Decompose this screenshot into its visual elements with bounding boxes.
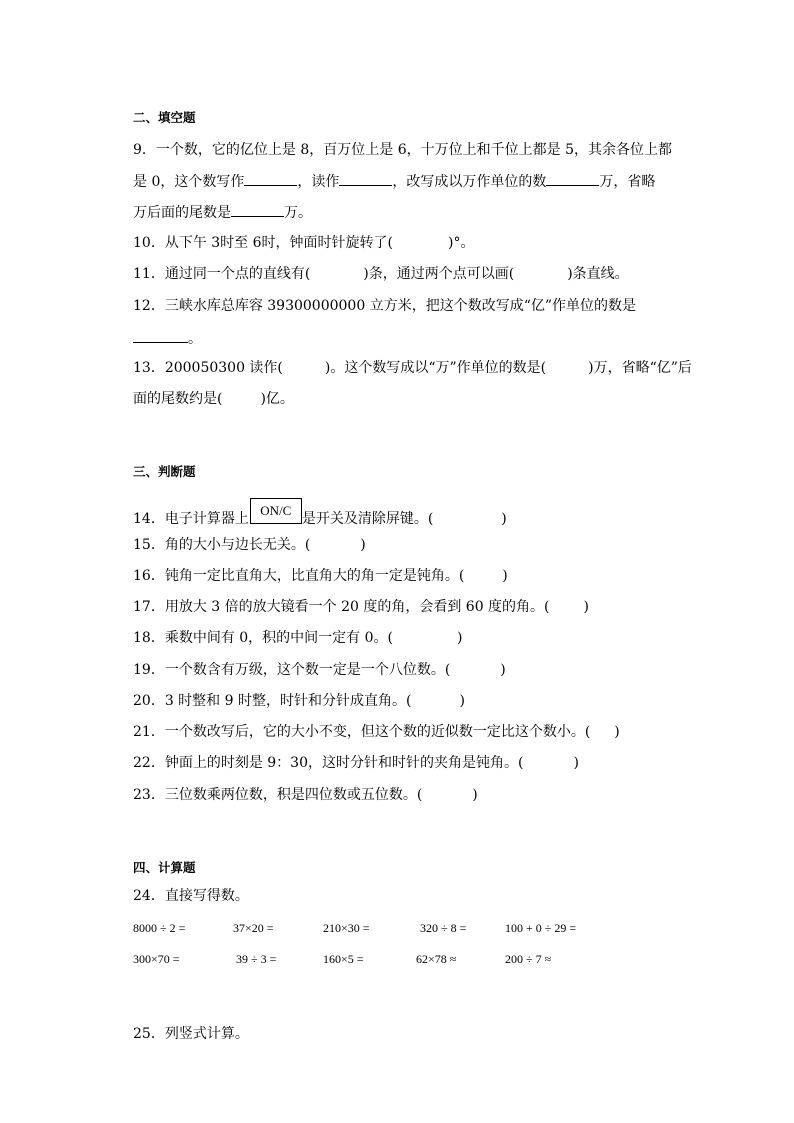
q14-text-end: ) — [501, 511, 507, 527]
q9-text-2d: 万，省略 — [599, 174, 656, 190]
q19-text-end: ) — [500, 662, 506, 678]
question-9-line-3 — [133, 202, 312, 223]
question-17 — [133, 597, 589, 617]
calc-item: 160×5 = — [323, 952, 364, 966]
question-14 — [133, 503, 507, 532]
q11-text: 11．通过同一个点的直线有( — [133, 266, 311, 282]
question-9-line-2 — [133, 171, 655, 192]
calc-item: 39 ÷ 3 = — [236, 952, 277, 966]
q20-text-end: ) — [459, 693, 465, 709]
question-12-line-2 — [133, 328, 202, 349]
section-title-true-false: 三、判断题 — [133, 464, 196, 479]
q17-text: 17．用放大 3 倍的放大镜看一个 20 度的角，会看到 60 度的角。( — [133, 599, 550, 615]
answer-blank[interactable] — [244, 171, 297, 186]
calc-item: 100 + 0 ÷ 29 = — [505, 921, 577, 935]
q22-text-end: ) — [573, 755, 579, 771]
section-title-calculation: 四、计算题 — [133, 860, 196, 875]
q16-text: 16．钝角一定比直角大，比直角大的角一定是钝角。( — [133, 568, 465, 584]
q12-text-end: 。 — [188, 331, 202, 347]
question-22 — [133, 753, 579, 773]
q18-text-end: ) — [457, 630, 463, 646]
calc-item: 210×30 = — [323, 921, 370, 935]
question-9-line-1 — [133, 140, 672, 160]
question-24-title: 24．直接写得数。 — [133, 888, 249, 904]
question-15 — [133, 535, 366, 555]
q9-text-3a: 万后面的尾数是 — [133, 205, 231, 221]
q17-text-end: ) — [583, 599, 589, 615]
answer-blank[interactable] — [231, 202, 284, 217]
q23-text-end: ) — [472, 787, 478, 803]
q13-text-mid: )。这个数写成以“万”作单位的数是( — [324, 360, 547, 376]
q13-text-2b: )亿。 — [260, 391, 294, 407]
question-18 — [133, 628, 462, 648]
q10-text: 10．从下午 3时至 6时，钟面时针旋转了( — [133, 235, 393, 251]
calc-item: 300×70 = — [133, 952, 180, 966]
q15-text: 15．角的大小与边长无关。( — [133, 537, 311, 553]
q9-text-3b: 万。 — [284, 205, 312, 221]
q14-text: 14．电子计算器上 — [133, 511, 249, 527]
question-10 — [133, 233, 474, 253]
q9-text-2c: ，改写成以万作单位的数 — [392, 174, 547, 190]
q14-text-mid: 是开关及清除屏键。( — [301, 511, 434, 527]
on-c-key-box: ON/C — [250, 498, 302, 524]
q13-text: 13．200050300 读作( — [133, 360, 283, 376]
q11-text-end: )条直线。 — [567, 266, 629, 282]
q20-text: 20．3 时整和 9 时整，时针和分针成直角。( — [133, 693, 412, 709]
q22-text: 22．钟面上的时刻是 9：30，这时分针和时针的夹角是钝角。( — [133, 755, 524, 771]
q13-text-2a: 面的尾数约是( — [133, 391, 223, 407]
q9-text-2b: ，读作 — [297, 174, 340, 190]
q13-text-end: )万，省略“亿”后 — [588, 360, 692, 376]
q19-text: 19．一个数含有万级，这个数一定是一个八位数。( — [133, 662, 451, 678]
answer-blank[interactable] — [133, 328, 188, 343]
q10-text-end: )°。 — [448, 235, 475, 251]
q9-text-2a: 是 0，这个数写作 — [133, 174, 245, 190]
q21-text: 21．一个数改写后，它的大小不变，但这个数的近似数一定比这个数小。( — [133, 724, 591, 740]
question-23 — [133, 785, 478, 805]
answer-blank[interactable] — [546, 171, 599, 186]
q21-text-end: ) — [614, 724, 620, 740]
question-16 — [133, 566, 508, 586]
q16-text-end: ) — [502, 568, 508, 584]
question-20 — [133, 691, 465, 711]
q9-text-1: 9．一个数，它的亿位上是 8，百万位上是 6，十万位上和千位上都是 5，其余各位上都 — [133, 142, 672, 158]
q15-text-end: ) — [360, 537, 366, 553]
calc-item: 8000 ÷ 2 = — [133, 921, 186, 935]
question-13-line-2 — [133, 389, 294, 409]
q12-text: 12．三峡水库总库容 39300000000 立方米，把这个数改写成“亿”作单位的数是 — [133, 298, 637, 314]
calc-item: 200 ÷ 7 ≈ — [505, 952, 552, 966]
q11-text-mid: )条，通过两个点可以画( — [363, 266, 515, 282]
q18-text: 18．乘数中间有 0，积的中间一定有 0。( — [133, 630, 393, 646]
question-12-line-1 — [133, 296, 636, 316]
q23-text: 23．三位数乘两位数，积是四位数或五位数。( — [133, 787, 423, 803]
question-19 — [133, 660, 506, 680]
answer-blank[interactable] — [339, 171, 392, 186]
question-13-line-1 — [133, 358, 692, 378]
calc-item: 62×78 ≈ — [416, 952, 457, 966]
calc-item: 320 ÷ 8 = — [420, 921, 467, 935]
section-title-fill-in: 二、填空题 — [133, 110, 196, 125]
question-25-title: 25．列竖式计算。 — [133, 1026, 249, 1042]
calc-item: 37×20 = — [233, 921, 274, 935]
question-11 — [133, 264, 629, 284]
question-21 — [133, 722, 620, 742]
